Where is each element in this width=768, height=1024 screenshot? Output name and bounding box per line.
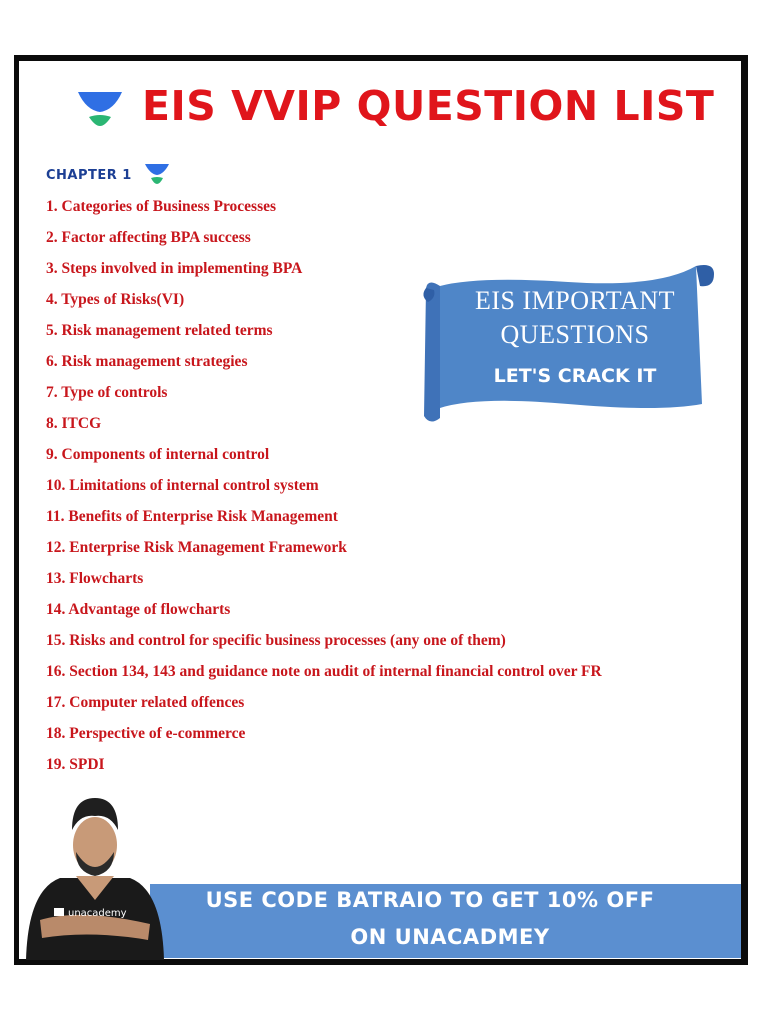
list-item <box>46 631 602 662</box>
unacademy-logo-icon <box>72 88 128 130</box>
promo-platform-text: ON UNACADMEY <box>350 925 550 949</box>
unacademy-small-logo-icon <box>142 162 172 186</box>
item-number: 7. <box>46 384 58 401</box>
item-number: 19. <box>46 756 66 773</box>
list-item <box>46 507 602 538</box>
item-number: 2. <box>46 229 58 246</box>
item-text: ITCG <box>61 415 102 432</box>
list-item <box>46 197 602 228</box>
item-text: Factor affecting BPA success <box>61 229 251 246</box>
item-text: Section 134, 143 and guidance note on audit of internal financial control over FR <box>69 663 602 680</box>
item-number: 5. <box>46 322 58 339</box>
item-text: Enterprise Risk Management Framework <box>69 539 347 556</box>
item-text: Perspective of e-commerce <box>69 725 246 742</box>
item-text: Risk management strategies <box>61 353 248 370</box>
item-number: 18. <box>46 725 66 742</box>
item-number: 6. <box>46 353 58 370</box>
list-item <box>46 662 602 693</box>
promo-code-text: USE CODE BATRAIO TO GET 10% OFF <box>205 888 655 912</box>
list-item <box>46 755 602 786</box>
scroll-title-line1: EIS IMPORTANT <box>474 286 676 315</box>
list-item <box>46 445 602 476</box>
item-text: Type of controls <box>61 384 168 401</box>
item-text: Components of internal control <box>61 446 270 463</box>
shirt-logo-text: unacademy <box>68 908 127 919</box>
item-number: 12. <box>46 539 66 556</box>
item-text: Flowcharts <box>69 570 144 587</box>
item-number: 11. <box>46 508 65 525</box>
item-number: 8. <box>46 415 58 432</box>
item-text: Risk management related terms <box>61 322 273 339</box>
item-number: 4. <box>46 291 58 308</box>
item-number: 17. <box>46 694 66 711</box>
page-title: EIS VVIP QUESTION LIST <box>142 82 715 130</box>
scroll-title-line2: QUESTIONS <box>500 320 650 349</box>
list-item <box>46 600 602 631</box>
item-number: 1. <box>46 198 58 215</box>
item-text: Computer related offences <box>69 694 245 711</box>
item-text: Categories of Business Processes <box>61 198 277 215</box>
item-number: 10. <box>46 477 66 494</box>
item-text: SPDI <box>69 756 105 773</box>
list-item <box>46 693 602 724</box>
list-item <box>46 228 602 259</box>
item-number: 13. <box>46 570 66 587</box>
list-item <box>46 569 602 600</box>
list-item <box>46 476 602 507</box>
item-number: 9. <box>46 446 58 463</box>
item-number: 3. <box>46 260 58 277</box>
list-item <box>46 538 602 569</box>
item-text: Risks and control for specific business processes (any one of them) <box>69 632 506 649</box>
presenter-photo <box>20 790 170 960</box>
list-item <box>46 724 602 755</box>
scroll-tagline: LET'S CRACK IT <box>493 365 657 387</box>
item-text: Advantage of flowcharts <box>68 601 231 618</box>
item-text: Benefits of Enterprise Risk Management <box>68 508 338 525</box>
item-number: 16. <box>46 663 66 680</box>
item-text: Limitations of internal control system <box>69 477 319 494</box>
item-text: Types of Risks(VI) <box>61 291 185 308</box>
item-number: 14. <box>46 601 66 618</box>
item-number: 15. <box>46 632 66 649</box>
chapter-label: CHAPTER 1 <box>46 168 132 183</box>
item-text: Steps involved in implementing BPA <box>61 260 303 277</box>
